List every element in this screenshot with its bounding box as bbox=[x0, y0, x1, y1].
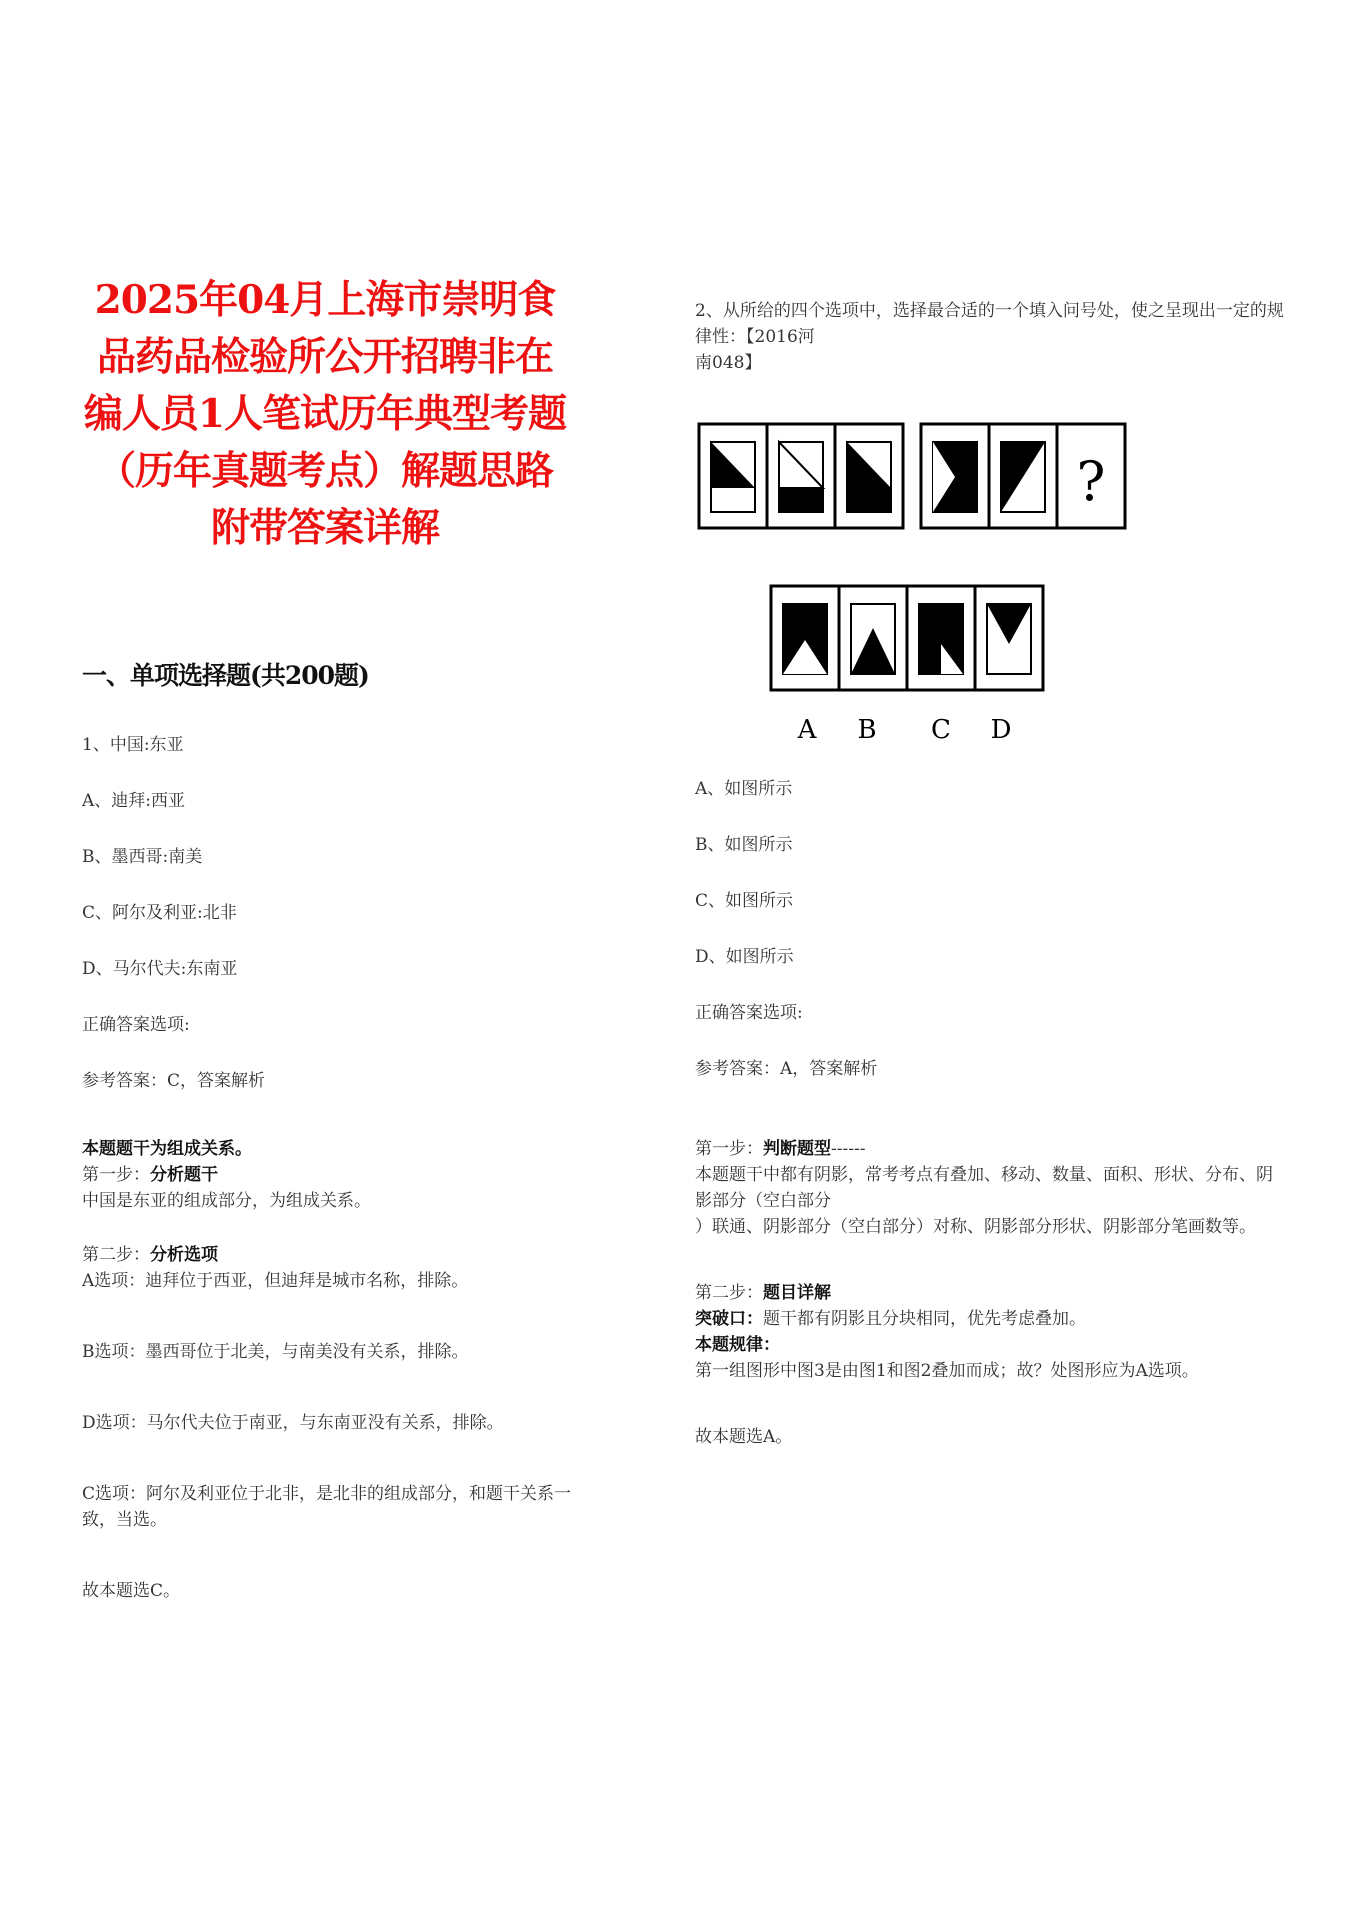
correct-answer-label: 正确答案选项: bbox=[82, 1015, 190, 1035]
option-a: A、迪拜:西亚 bbox=[82, 791, 186, 811]
analysis-a: A选项：迪拜位于西亚，但迪拜是城市名称，排除。 bbox=[82, 1271, 469, 1291]
step-1-text: 中国是东亚的组成部分，为组成关系。 bbox=[82, 1191, 371, 1211]
figure-label-c: C bbox=[931, 715, 951, 745]
figure-option-c bbox=[919, 604, 963, 674]
question-mark: ? bbox=[1076, 450, 1106, 513]
figure-label-a: A bbox=[797, 715, 817, 745]
figure-label-d: D bbox=[990, 715, 1012, 745]
question-2 bbox=[695, 298, 1285, 1450]
puzzle-figure bbox=[695, 408, 1135, 768]
figure-option-d bbox=[987, 604, 1031, 674]
step-1-title: 分析题干 bbox=[150, 1165, 218, 1185]
rule-label: 本题规律： bbox=[695, 1335, 780, 1355]
step-2-title: 题目详解 bbox=[763, 1283, 831, 1303]
step-1: 第一步：判断题型------ bbox=[695, 1139, 866, 1159]
figure-puzzle bbox=[695, 408, 1285, 768]
step-1-title: 判断题型 bbox=[763, 1139, 831, 1159]
figure-cell-3 bbox=[847, 442, 891, 512]
figure-label-b: B bbox=[857, 715, 877, 745]
step-1-text-cont: ）联通、阴影部分（空白部分）对称、阴影部分形状、阴影部分笔画数等。 bbox=[695, 1217, 1256, 1237]
question-stem: 2、从所给的四个选项中，选择最合适的一个填入问号处，使之呈现出一定的规律性：【2016河 bbox=[695, 301, 1284, 347]
step-2: 第二步：分析选项 bbox=[82, 1245, 218, 1265]
breakthrough: 突破口：题干都有阴影且分块相同，优先考虑叠加。 bbox=[695, 1309, 1086, 1329]
option-c: C、如图所示 bbox=[695, 891, 794, 911]
analysis-heading: 本题题干为组成关系。 bbox=[82, 1139, 252, 1159]
analysis-c: C选项：阿尔及利亚位于北非，是北非的组成部分，和题干关系一致，当选。 bbox=[82, 1484, 572, 1530]
analysis-b: B选项：墨西哥位于北美，与南美没有关系，排除。 bbox=[82, 1342, 469, 1362]
rule-text: 第一组图形中图3是由图1和图2叠加而成；故？处图形应为A选项。 bbox=[695, 1361, 1199, 1381]
figure-cell-2 bbox=[779, 442, 823, 512]
figure-option-b bbox=[851, 604, 895, 674]
figure-cell-4 bbox=[933, 442, 977, 512]
reference-answer: 参考答案：C，答案解析 bbox=[82, 1071, 266, 1091]
reference-answer: 参考答案：A，答案解析 bbox=[695, 1059, 878, 1079]
question-stem-cont: 南048】 bbox=[695, 353, 762, 373]
figure-option-a bbox=[783, 604, 827, 674]
question-1 bbox=[82, 732, 602, 1604]
option-a: A、如图所示 bbox=[695, 779, 793, 799]
step-2: 第二步：题目详解 bbox=[695, 1283, 831, 1303]
option-d: D、马尔代夫:东南亚 bbox=[82, 959, 238, 979]
option-d: D、如图所示 bbox=[695, 947, 794, 967]
option-b: B、墨西哥:南美 bbox=[82, 847, 203, 867]
question-stem: 1、中国:东亚 bbox=[82, 735, 184, 755]
conclusion: 故本题选A。 bbox=[695, 1427, 793, 1447]
figure-cell-5 bbox=[1001, 442, 1045, 512]
document-title: 2025年04月上海市崇明食品药品检验所公开招聘非在编人员1人笔试历年典型考题（历年真题考点）解题思路附带答案详解 bbox=[83, 277, 567, 551]
step-2-title: 分析选项 bbox=[150, 1245, 218, 1265]
step-1-text: 本题题干中都有阴影，常考考点有叠加、移动、数量、面积、形状、分布、阴影部分（空白部分 bbox=[695, 1165, 1273, 1211]
analysis-d: D选项：马尔代夫位于南亚，与东南亚没有关系，排除。 bbox=[82, 1413, 504, 1433]
conclusion: 故本题选C。 bbox=[82, 1581, 181, 1601]
correct-answer-label: 正确答案选项: bbox=[695, 1003, 803, 1023]
section-heading: 一、单项选择题(共200题) bbox=[82, 661, 369, 690]
option-b: B、如图所示 bbox=[695, 835, 793, 855]
step-1: 第一步：分析题干 bbox=[82, 1165, 218, 1185]
option-c: C、阿尔及利亚:北非 bbox=[82, 903, 237, 923]
figure-cell-1 bbox=[711, 442, 755, 512]
